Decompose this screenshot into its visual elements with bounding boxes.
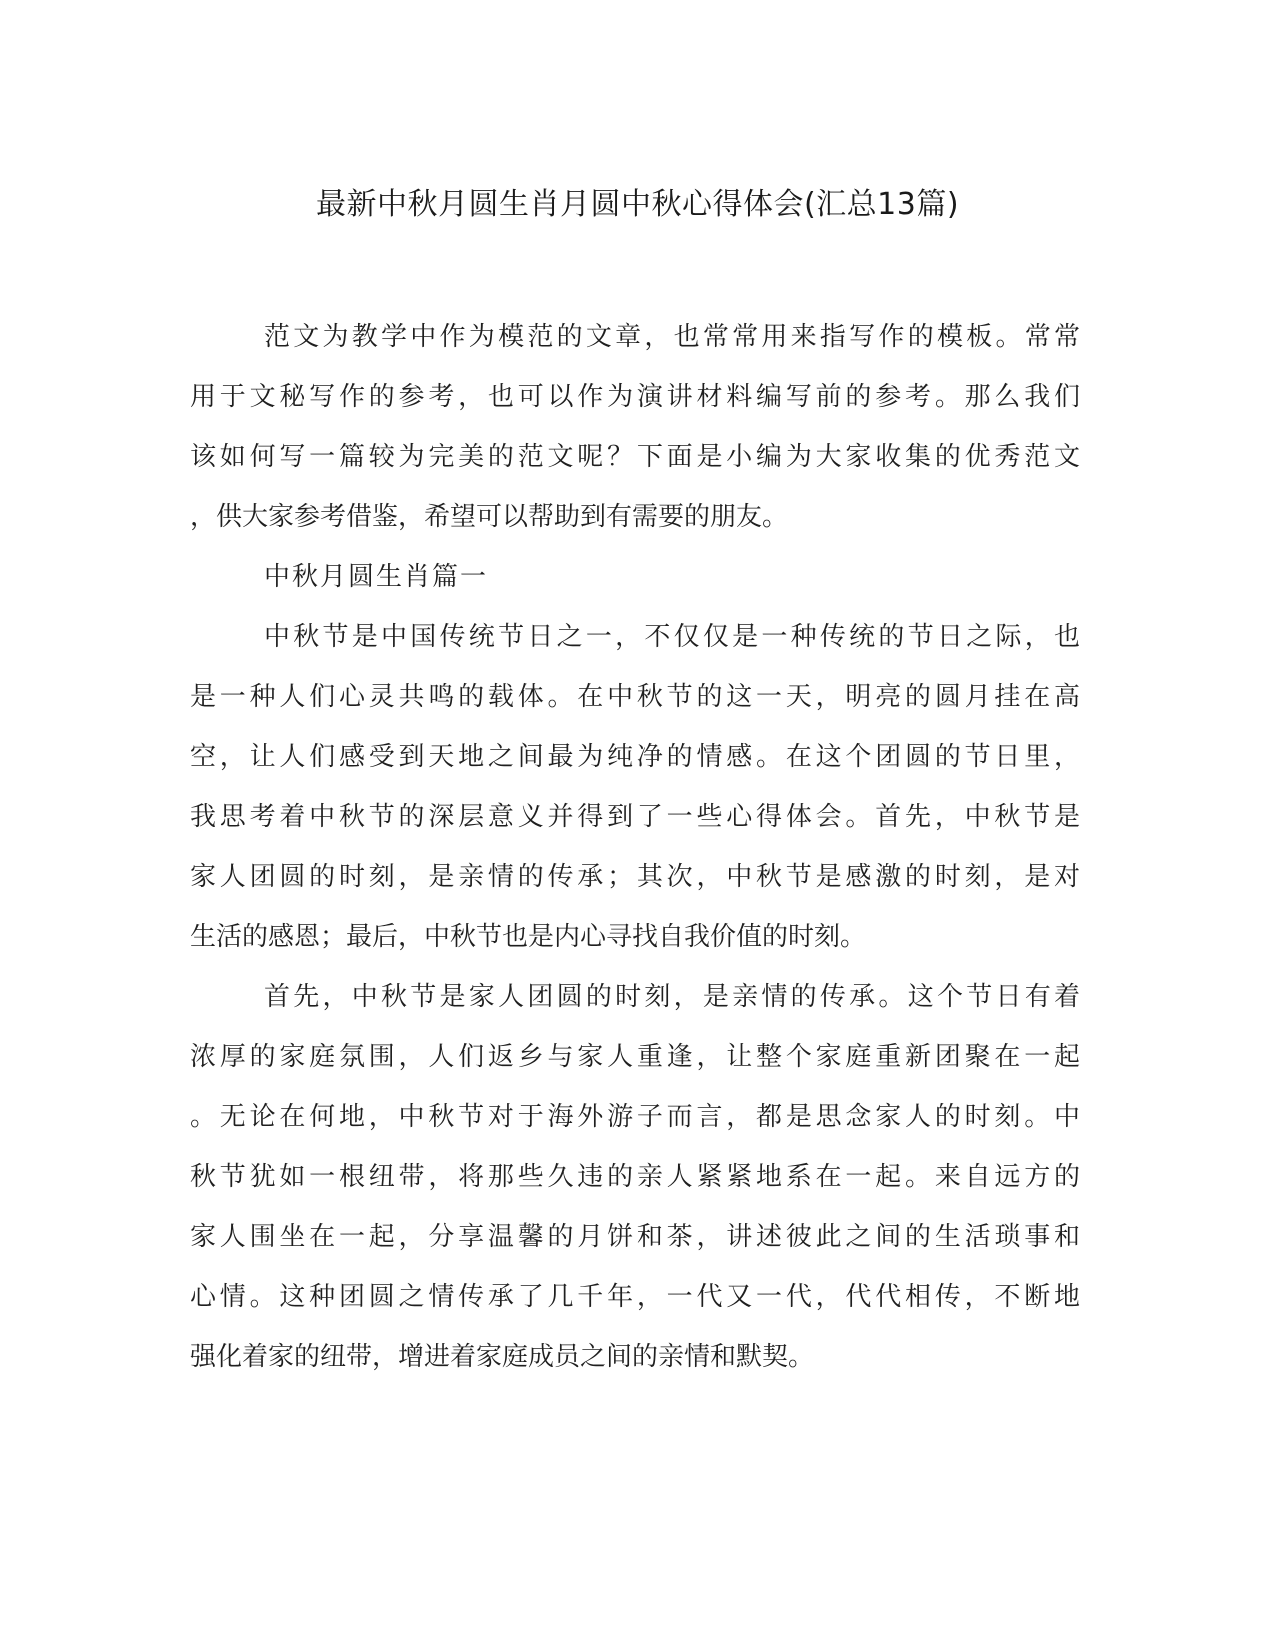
paragraph-line: 。无论在何地，中秋节对于海外游子而言，都是思念家人的时刻。中 xyxy=(190,1102,1080,1132)
paragraph-line: 首先，中秋节是家人团圆的时刻，是亲情的传承。这个节日有着 xyxy=(264,982,1080,1012)
paragraph-line: 该如何写一篇较为完美的范文呢？下面是小编为大家收集的优秀范文 xyxy=(190,442,1080,472)
paragraph-line: 中秋节是中国传统节日之一，不仅仅是一种传统的节日之际，也 xyxy=(264,622,1080,652)
paragraph-line: 心情。这种团圆之情传承了几千年，一代又一代，代代相传，不断地 xyxy=(190,1282,1080,1312)
paragraph-line: 强化着家的纽带，增进着家庭成员之间的亲情和默契。 xyxy=(190,1342,815,1372)
paragraph-line: 秋节犹如一根纽带，将那些久违的亲人紧紧地系在一起。来自远方的 xyxy=(190,1162,1080,1192)
paragraph-line: 范文为教学中作为模范的文章，也常常用来指写作的模板。常常 xyxy=(264,322,1080,352)
paragraph-line: 空，让人们感受到天地之间最为纯净的情感。在这个团圆的节日里， xyxy=(190,742,1080,772)
paragraph-line: 家人团圆的时刻，是亲情的传承；其次，中秋节是感激的时刻，是对 xyxy=(190,862,1080,892)
paragraph-line: 生活的感恩；最后，中秋节也是内心寻找自我价值的时刻。 xyxy=(190,922,867,952)
paragraph-line: 浓厚的家庭氛围，人们返乡与家人重逢，让整个家庭重新团聚在一起 xyxy=(190,1042,1080,1072)
section-heading: 中秋月圆生肖篇一 xyxy=(264,562,489,592)
paragraph-line: 家人围坐在一起，分享温馨的月饼和茶，讲述彼此之间的生活琐事和 xyxy=(190,1222,1080,1252)
paragraph-line: 我思考着中秋节的深层意义并得到了一些心得体会。首先，中秋节是 xyxy=(190,802,1080,832)
paragraph-line: ，供大家参考借鉴，希望可以帮助到有需要的朋友。 xyxy=(190,502,789,532)
paragraph-line: 用于文秘写作的参考，也可以作为演讲材料编写前的参考。那么我们 xyxy=(190,382,1080,412)
document-title: 最新中秋月圆生肖月圆中秋心得体会(汇总13篇) xyxy=(315,187,960,222)
paragraph-line: 是一种人们心灵共鸣的载体。在中秋节的这一天，明亮的圆月挂在高 xyxy=(190,682,1080,712)
